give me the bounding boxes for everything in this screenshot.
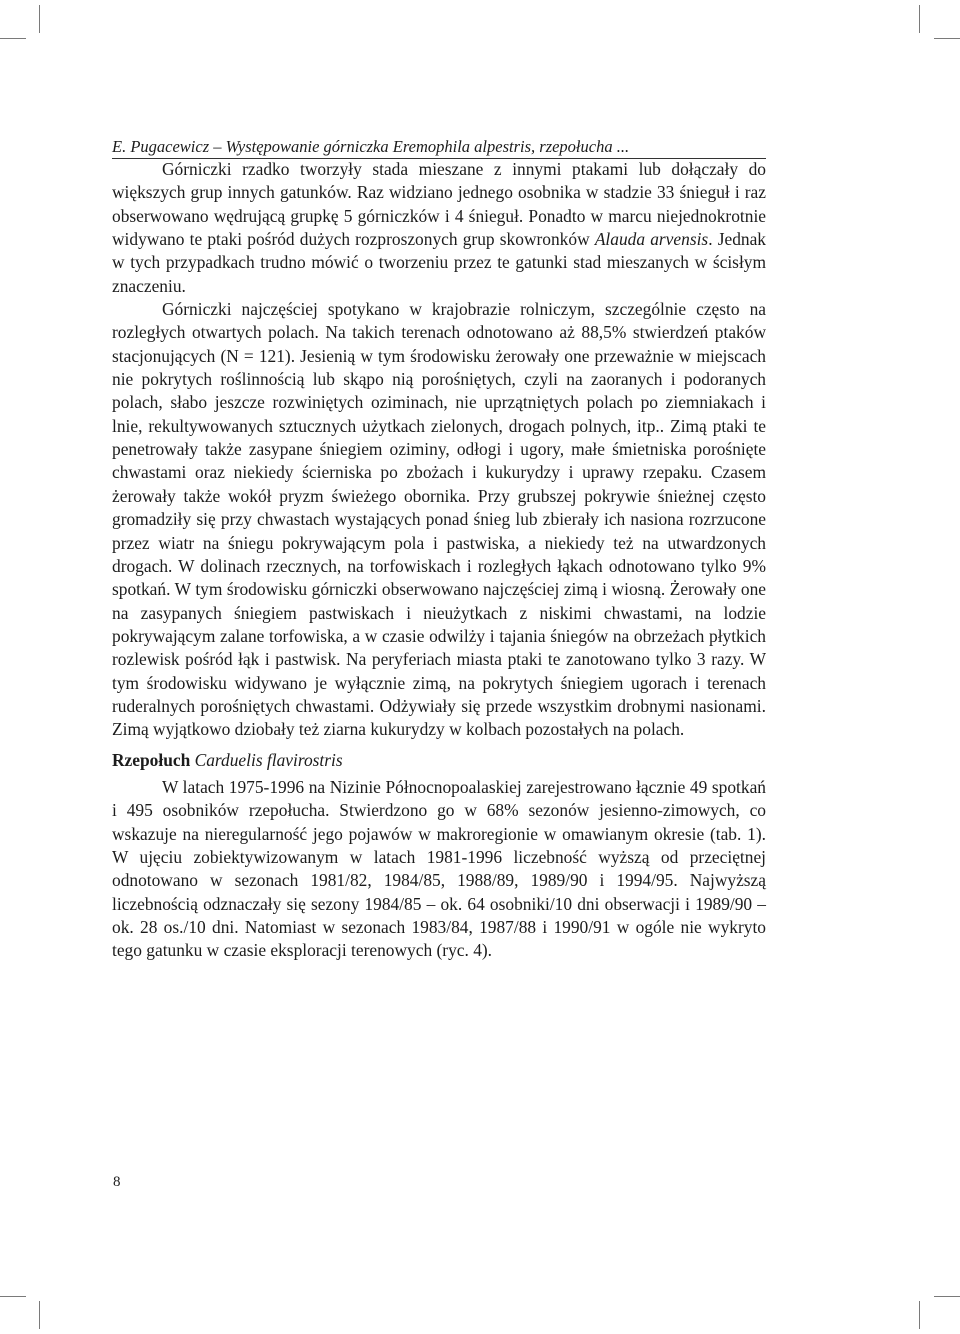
crop-mark xyxy=(0,1296,26,1297)
paragraph xyxy=(112,158,766,298)
crop-mark xyxy=(39,5,40,33)
paragraph-text: . Jednak w tych przypadkach trudno mówić o tworzeniu przez te gatunki stad mieszanych w ścisłym znaczeniu. xyxy=(112,229,766,296)
running-head: E. Pugacewicz – Występowanie górniczka Eremophila alpestris, rzepołucha ... xyxy=(112,137,630,156)
crop-mark xyxy=(934,1296,960,1297)
crop-mark xyxy=(39,1301,40,1329)
crop-mark xyxy=(919,5,920,33)
section-heading xyxy=(112,749,766,772)
page-number: 8 xyxy=(113,1174,121,1190)
paragraph: W latach 1975-1996 na Nizinie Północnopoalaskiej zarejestrowano łącznie 49 spotkań i 495 osobników rzepołucha. Stwierdzono go w 68% sezonów jesienno-zimowych, co wskazuje na nieregularność jego pojawów w makroregionie w omawianym okresie (tab. 1). W ujęciu zobiektywizowanym w latach 1981-1996 liczebność wyższą od przeciętnej odnotowano w sezonach 1981/82, 1984/85, 1988/89, 1989/90 i 1994/95. Najwyższą liczebnością odznaczały się sezony 1984/85 – ok. 64 osobniki/10 dni obserwacji i 1989/90 – ok. 28 os./10 dni. Natomiast w sezonach 1983/84, 1987/88 i 1990/91 w ogóle nie wykryto tego gatunku w czasie eksploracji terenowych (ryc. 4). xyxy=(112,776,766,961)
crop-mark xyxy=(934,38,960,39)
article-body xyxy=(112,158,766,963)
section-heading-latin: Carduelis flavirostris xyxy=(194,749,343,770)
species-name: Alauda arvensis xyxy=(594,229,709,250)
paragraph-text: Górniczki rzadko tworzyły stada mieszane z innymi ptakami lub dołączały do większych grup innych gatunków. Raz widziano jednego osobnika w stadzie 33 śnieguł i raz obserwowano wędrującą grupkę 5 górniczków i 4 śnieguł. Ponadto w marcu niejednokrotnie widywano te ptaki pośród dużych rozproszonych grup skowronków xyxy=(112,159,766,250)
crop-mark xyxy=(0,38,26,39)
paragraph: Górniczki najczęściej spotykano w krajobrazie rolniczym, szczególnie często na rozległych otwartych polach. Na takich terenach odnotowano aż 88,5% stwierdzeń ptaków stacjonujących (N = 121). Jesienią w tym środowisku żerowały one przeważnie w miejscach nie pokrytych roślinnością lub skąpo nią porośniętych, czyli na zaoranych i podoranych polach, słabo jeszcze rozwiniętych oziminach, nie uprzątniętych polach po ziemniakach i lnie, rekultywowanych sztucznych użytkach zielonych, drogach polnych, itp.. Zimą ptaki te penetrowały także zasypane śniegiem oziminy, odłogi i ugory, małe śmietniska porośnięte chwastami oraz niekiedy ścierniska po zbożach i kukurydzy i uprawy rzepaku. Czasem żerowały także wokół pryzm świeżego obornika. Przy grubszej pokrywie śnieżnej często gromadziły się przy chwastach wystających ponad śnieg lub zbierały ich nasiona rozrzucone przez wiatr na śniegu pokrywającym pola i pastwiska, a niekiedy też na utwardzonych drogach. W dolinach rzecznych, na torfowiskach i rozległych łąkach odnotowano tylko 9% spotkań. W tym środowisku górniczki obserwowano najczęściej zimą i wiosną. Żerowały one na zasypanych śniegiem pastwiskach i nieużytkach z niskimi chwastami, na lodzie pokrywającym zalane torfowiska, a w czasie odwilży i tajania śniegów na obrzeżach płytkich rozlewisk pośród łąk i pastwisk. Na peryferiach miasta ptaki te zanotowano tylko 3 razy. W tym środowisku widywano je wyłącznie zimą, na pokrytych śniegiem ugorach i terenach ruderalnych porośniętych chwastami. Odżywiały się przede wszystkim drobnymi nasionami. Zimą wyjątkowo dziobały też ziarna kukurydzy w kolbach pozostałych na polach. xyxy=(112,299,766,740)
section-heading-common: Rzepołuch xyxy=(112,749,191,770)
crop-mark xyxy=(919,1301,920,1329)
